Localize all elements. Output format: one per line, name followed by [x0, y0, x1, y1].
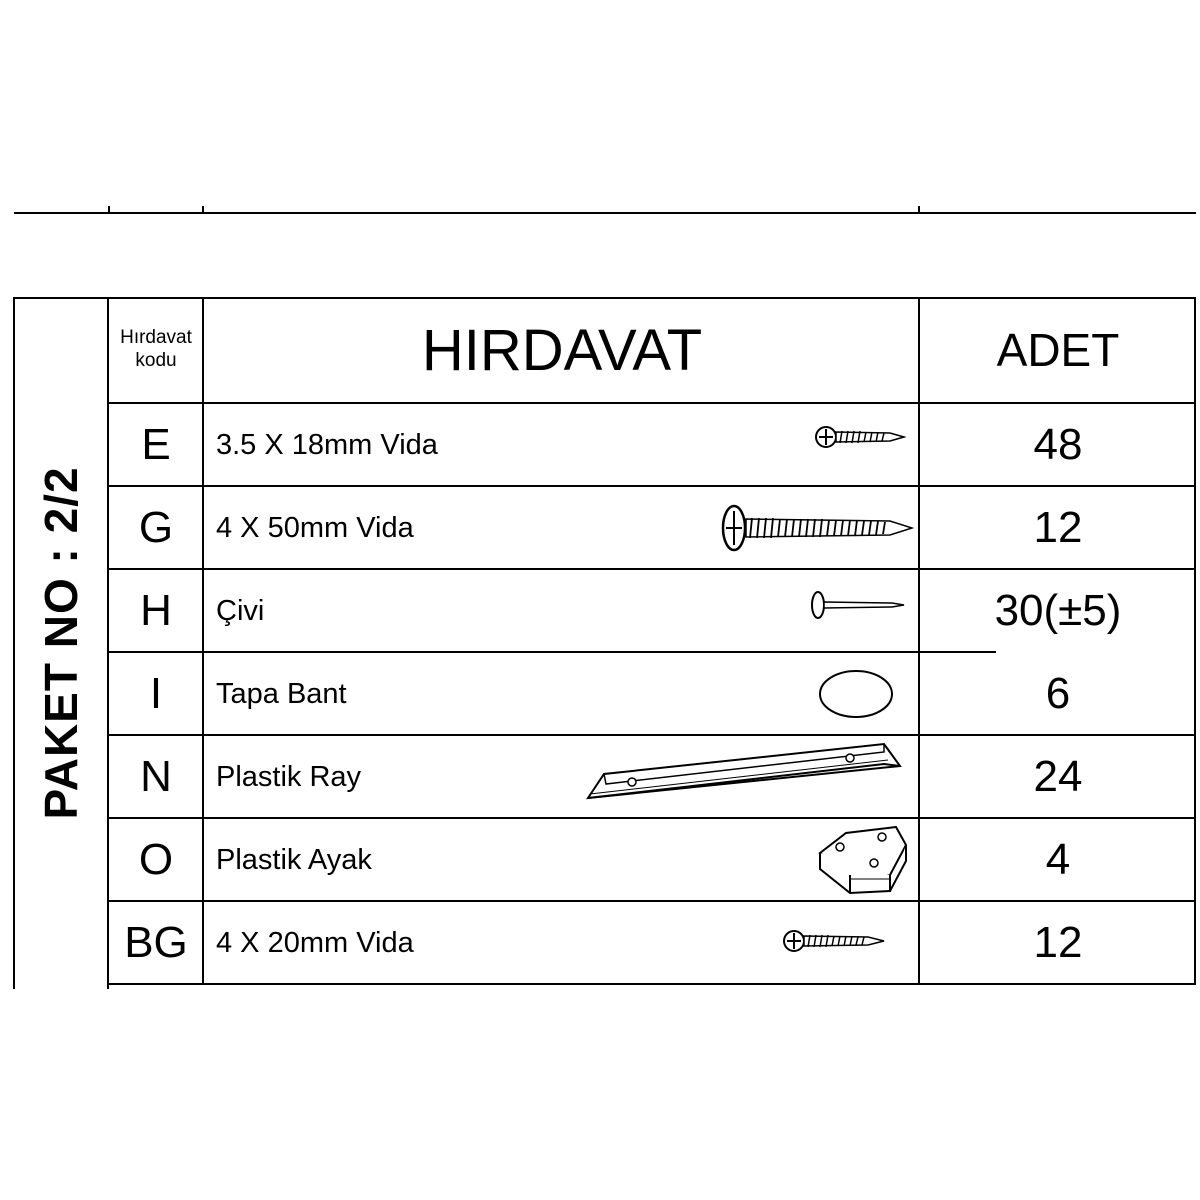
top-rule [14, 212, 1196, 214]
hardware-code: G [138, 503, 174, 552]
hardware-quantity: 4 [1045, 835, 1071, 884]
table-row [108, 902, 1196, 984]
table-row [108, 819, 1196, 901]
top-rule-tick [108, 206, 110, 214]
nail-icon [808, 590, 908, 620]
cap-sticker-icon [816, 667, 896, 721]
hardware-name: 4 X 50mm Vida [216, 511, 414, 544]
plastic-foot-icon [816, 823, 908, 897]
hardware-name: Tapa Bant [216, 677, 347, 710]
table-row [108, 570, 1196, 652]
plastic-rail-icon [584, 738, 904, 804]
hardware-code: H [140, 586, 172, 635]
table-row [108, 653, 1196, 735]
hardware-name: 4 X 20mm Vida [216, 926, 414, 959]
hardware-quantity: 12 [1033, 918, 1083, 967]
hardware-name: Çivi [216, 594, 265, 627]
hardware-code: E [141, 420, 171, 469]
hardware-quantity: 30(±5) [994, 586, 1122, 635]
hardware-code: I [149, 669, 163, 718]
code-column-header: Hırdavat kodu [120, 327, 192, 371]
package-number [14, 298, 108, 988]
hardware-quantity: 48 [1033, 420, 1083, 469]
top-rule-tick [202, 206, 204, 214]
top-rule-tick [918, 206, 920, 214]
hardware-code: O [138, 835, 174, 884]
hardware-code: N [140, 752, 172, 801]
long-screw-icon [720, 503, 914, 553]
hardware-name: Plastik Ray [216, 760, 362, 793]
table-row [108, 736, 1196, 818]
hardware-name: Plastik Ayak [216, 843, 372, 876]
item-column-header: HIRDAVAT [421, 317, 703, 383]
qty-column-header: ADET [996, 324, 1120, 376]
hardware-name: 3.5 X 18mm Vida [216, 428, 438, 461]
hardware-quantity: 6 [1045, 669, 1071, 718]
medium-screw-icon [782, 924, 886, 958]
small-screw-icon [814, 420, 906, 454]
table-row [108, 487, 1196, 569]
hardware-quantity: 12 [1033, 503, 1083, 552]
hardware-code: BG [124, 918, 188, 967]
table-row [108, 404, 1196, 486]
package-number-label: PAKET NO : 2/2 [35, 466, 87, 820]
hardware-quantity: 24 [1033, 752, 1083, 801]
